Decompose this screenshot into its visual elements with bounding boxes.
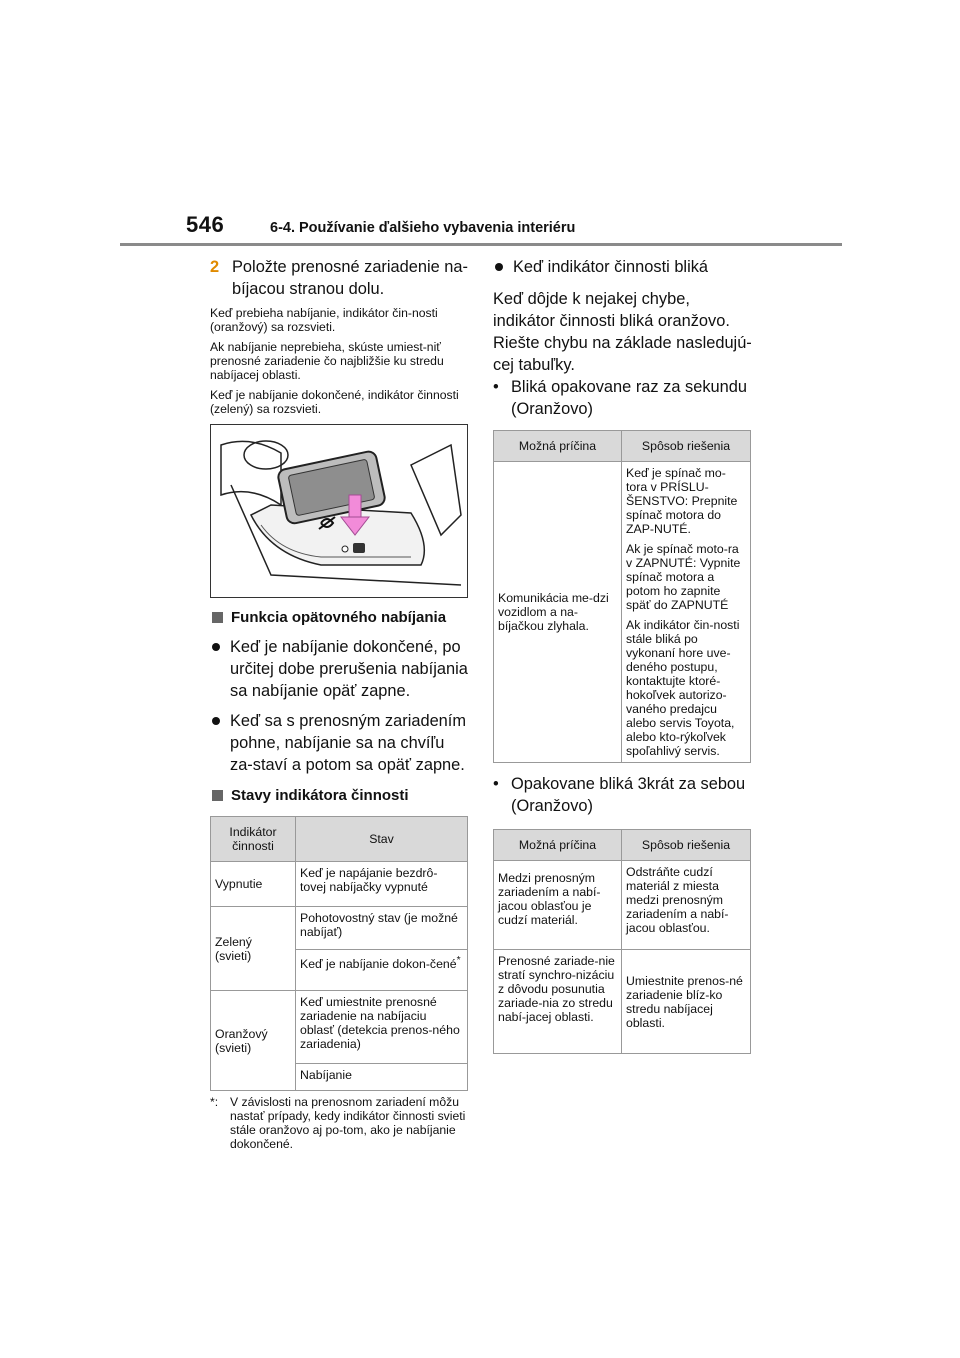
square-heading-icon (212, 790, 223, 801)
table-header: Indikátor činnosti (211, 817, 296, 862)
sub-bullet: • Opakovane bliká 3krát za sebou (Oranžovo) (493, 773, 753, 817)
table-row (211, 862, 468, 907)
heading-recharge-function (210, 608, 470, 628)
indicator-state-table (210, 816, 468, 1091)
left-column (210, 256, 470, 1151)
table-cell: Umiestnite prenos-né zariadenie blíz-ko stredu nabíjacej oblasti. (622, 950, 751, 1054)
table-cell: Vypnutie (211, 862, 296, 907)
table-cell (296, 950, 468, 991)
sub-bullet-text: Bliká opakovane raz za sekundu (Oranžovo) (511, 378, 747, 418)
table-cell: Nabíjanie (296, 1064, 468, 1091)
step-number: 2 (210, 258, 220, 276)
bullet-dot-icon (495, 263, 503, 271)
table-row (494, 950, 751, 1054)
bullet-heading-text: Keď indikátor činnosti bliká (513, 258, 709, 276)
blink-once-table (493, 430, 751, 763)
intro-text: Keď dôjde k nejakej chybe, indikátor činnosti bliká oranžovo. (493, 290, 730, 330)
bullet-dot-icon (212, 717, 220, 725)
solution-3: Ak indikátor čin-nosti stále bliká po vykonaní hore uve-deného postupu, kontaktujte ktoré-hokoľvek autorizo-vaného predajcu alebo servis Toyota, alebo kto-rýkoľvek spoľahlivý servis. (626, 618, 740, 758)
right-column (493, 256, 753, 1054)
table-cell: Pohotovostný stav (je možné nabíjať) (296, 907, 468, 950)
footnote-mark: * (456, 955, 461, 966)
list-item-text: Keď sa s prenosným zariadením pohne, nabíjanie sa na chvíľu za-staví a potom sa opäť zapne. (230, 712, 467, 774)
heading-indicator-states (210, 786, 470, 806)
header-rule (120, 243, 842, 246)
step-text: Položte prenosné zariadenie na-bíjacou stranou dolu. (232, 258, 468, 298)
solution-1: Keď je spínač mo-tora v PRÍSLU-ŠENSTVO: Prepnite spínač motora do ZAP-NUTÉ. (626, 466, 738, 536)
table-header: Možná príčina (494, 431, 622, 462)
table-header: Stav (296, 817, 468, 862)
blink-three-times-table (493, 829, 751, 1054)
step-2 (210, 256, 470, 300)
table-header: Spôsob riešenia (622, 431, 751, 462)
table-cell: Medzi prenosným zariadením a nabí-jacou oblasťou je cudzí materiál. (494, 861, 622, 950)
note-3: Keď je nabíjanie dokončené, indikátor činnosti (zelený) sa rozsvieti. (210, 388, 459, 416)
table-cell (622, 462, 751, 763)
charger-illustration (210, 424, 468, 598)
list-item-text: Keď je nabíjanie dokončené, po určitej dobe prerušenia nabíjania sa nabíjanie opäť zapne. (230, 638, 468, 700)
page-number: 546 (186, 212, 225, 237)
heading-text: Funkcia opätovného nabíjania (231, 609, 447, 626)
list-item (210, 710, 470, 776)
square-heading-icon (212, 612, 223, 623)
table-cell: Komunikácia me-dzi vozidlom a na-bíjačkou zlyhala. (494, 462, 622, 763)
footnote (210, 1095, 470, 1151)
table-cell: Oranžový (svieti) (211, 991, 296, 1091)
table-row (494, 462, 751, 763)
table-header: Spôsob riešenia (622, 830, 751, 861)
footnote-label: *: (210, 1095, 219, 1109)
table-cell: Keď je napájanie bezdrô-tovej nabíjačky vypnuté (296, 862, 468, 907)
sub-bullet: • Bliká opakovane raz za sekundu (Oranžovo) (493, 376, 753, 420)
table-cell: Odstráňte cudzí materiál z miesta medzi prenosným zariadením a nabí-jacou oblasťou. (622, 861, 751, 950)
heading-text: Stavy indikátora činnosti (231, 787, 409, 804)
sub-bullet-text: Opakovane bliká 3krát za sebou (Oranžovo) (511, 775, 746, 815)
table-row (494, 861, 751, 950)
list-item (210, 636, 470, 702)
bullet-dot-icon (212, 643, 220, 651)
table-cell: Prenosné zariade-nie stratí synchro-nizáciu z dôvodu posunutia zariade-nia zo stredu nabí-jacej oblasti. (494, 950, 622, 1054)
table-header: Možná príčina (494, 830, 622, 861)
note-2: Ak nabíjanie neprebieha, skúste umiest-niť prenosné zariadenie čo najbližšie ku stredu nabíjacej oblasti. (210, 340, 444, 382)
table-row (211, 991, 468, 1064)
table-cell: Keď umiestnite prenosné zariadenie na nabíjaciu oblasť (detekcia prenos-ného zariadenia) (296, 991, 468, 1064)
bullet-heading (493, 256, 753, 278)
footnote-text: V závislosti na prenosnom zariadení môžu nastať prípady, kedy indikátor činnosti svieti stále oranžovo aj po-tom, ako je nabíjanie dokončené. (230, 1095, 466, 1151)
table-cell-text: Keď je nabíjanie dokon-čené (300, 957, 457, 972)
section-title: 6-4. Používanie ďalšieho vybavenia interiéru (270, 220, 576, 236)
table-row (211, 907, 468, 950)
intro-text-2: Riešte chybu na základe nasledujú-cej tabuľky. (493, 334, 752, 374)
table-cell: Zelený (svieti) (211, 907, 296, 991)
solution-2: Ak je spínač moto-ra v ZAPNUTÉ: Vypnite spínač motora a potom ho zapnite späť do ZAPNUTÉ (626, 542, 741, 612)
note-1: Keď prebieha nabíjanie, indikátor čin-nosti (oranžový) sa rozsvieti. (210, 306, 438, 334)
